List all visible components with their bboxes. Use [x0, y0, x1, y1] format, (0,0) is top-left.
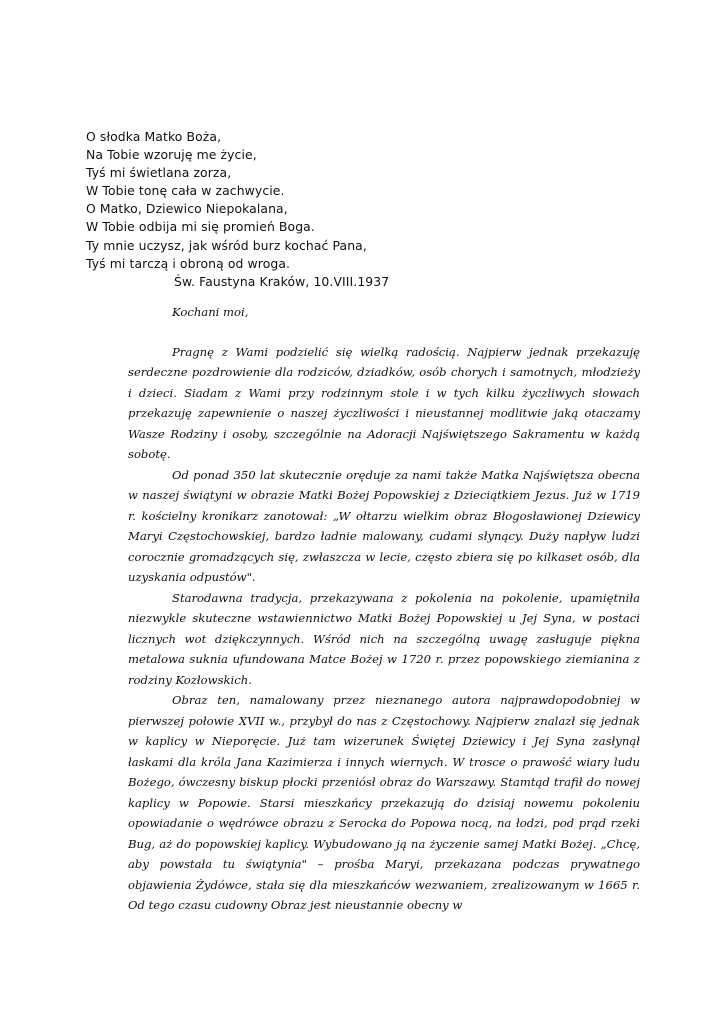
poem-line: W Tobie odbija mi się promień Boga. — [86, 219, 315, 235]
letter-paragraph: Pragnę z Wami podzielić się wielką radością. Najpierw jednak przekazuję serdeczne pozdrowienie dla rodziców, dziadków, osób chorych i samotnych, młodzieży i dzieci. Siadam z Wami przy rodzinnym stole i w tych kilku życzliwych słowach przekazuję zapewnienie o naszej życzliwości i nieustannej modlitwie jaką otaczamy Wasze Rodziny i osoby, szczególnie na Adoracji Najświętszego Sakramentu w każdą sobotę. — [128, 344, 640, 461]
poem-line: Ty mnie uczysz, jak wśród burz kochać Pana, — [86, 237, 367, 253]
letter-paragraph: Starodawna tradycja, przekazywana z pokolenia na pokolenie, upamiętniła niezwykle skuteczne wstawiennictwo Matki Bożej Popowskiej u Jej Syna, w postaci licznych wot dziękczynnych. Wśród nich na szczególną uwagę zasługuje piękna metalowa suknia ufundowana Matce Bożej w 1720 r. przez popowskiego ziemianina z rodziny Kozłowskich. — [128, 590, 640, 687]
poem-line: Tyś mi tarczą i obroną od wroga. — [86, 255, 291, 271]
letter-paragraph: Obraz ten, namalowany przez nieznanego autora najprawdopodobniej w pierwszej połowie XVII w., przybył do nas z Częstochowy. Najpierw znalazł się jednak w kaplicy w Nieporęcie. Już tam wizerunek Świętej Dziewicy i Jej Syna zasłynął łaskami dla króla Jana Kazimierza i innych wiernych. W trosce o prawość wiary ludu Bożego, ówczesny biskup płocki przeniósł obraz do Warszawy. Stamtąd trafił do nowej kaplicy w Popowie. Starsi mieszkańcy przekazują do dzisiaj nowemu pokoleniu opowiadanie o wędrówce obrazu z Serocka do Popowa nocą, na łodzi, pod prąd rzeki Bug, aż do popowskiej kaplicy. Wybudowano ją na życzenie samej Matki Bożej. „Chcę, aby powstała tu świątynia" – prośba Maryi, przekazana podczas prywatnego objawienia Żydówce, stała się dla mieszkańców wezwaniem, zrealizowanym w 1665 r. Od tego czasu cudowny Obraz jest nieustannie obecny w — [128, 693, 640, 912]
poem-line: O Matko, Dziewico Niepokalana, — [86, 201, 288, 217]
poem-line: W Tobie tonę cała w zachwycie. — [86, 183, 285, 199]
poem-signature: Św. Faustyna Kraków, 10.VIII.1937 — [174, 273, 390, 289]
letter-greeting: Kochani moi, — [172, 305, 249, 319]
poem-block — [86, 128, 506, 291]
letter-paragraph: Od ponad 350 lat skutecznie oręduje za nami także Matka Najświętsza obecna w naszej świątyni w obrazie Matki Bożej Popowskiej z Dzieciątkiem Jezus. Już w 1719 r. kościelny kronikarz zanotował: „W ołtarzu wielkim obraz Błogosławionej Dziewicy Maryi Częstochowskiej, bardzo ładnie malowany, cudami słynący. Duży napływ ludzi corocznie gromadzących się, zwłaszcza w lecie, często zbiera się po kilkaset osób, dla uzyskania odpustów". — [128, 467, 640, 584]
poem-line: Na Tobie wzoruję me życie, — [86, 147, 257, 163]
poem-line: Tyś mi świetlana zorza, — [86, 165, 232, 181]
poem-line: O słodka Matko Boża, — [86, 129, 222, 144]
letter-body — [128, 302, 640, 916]
